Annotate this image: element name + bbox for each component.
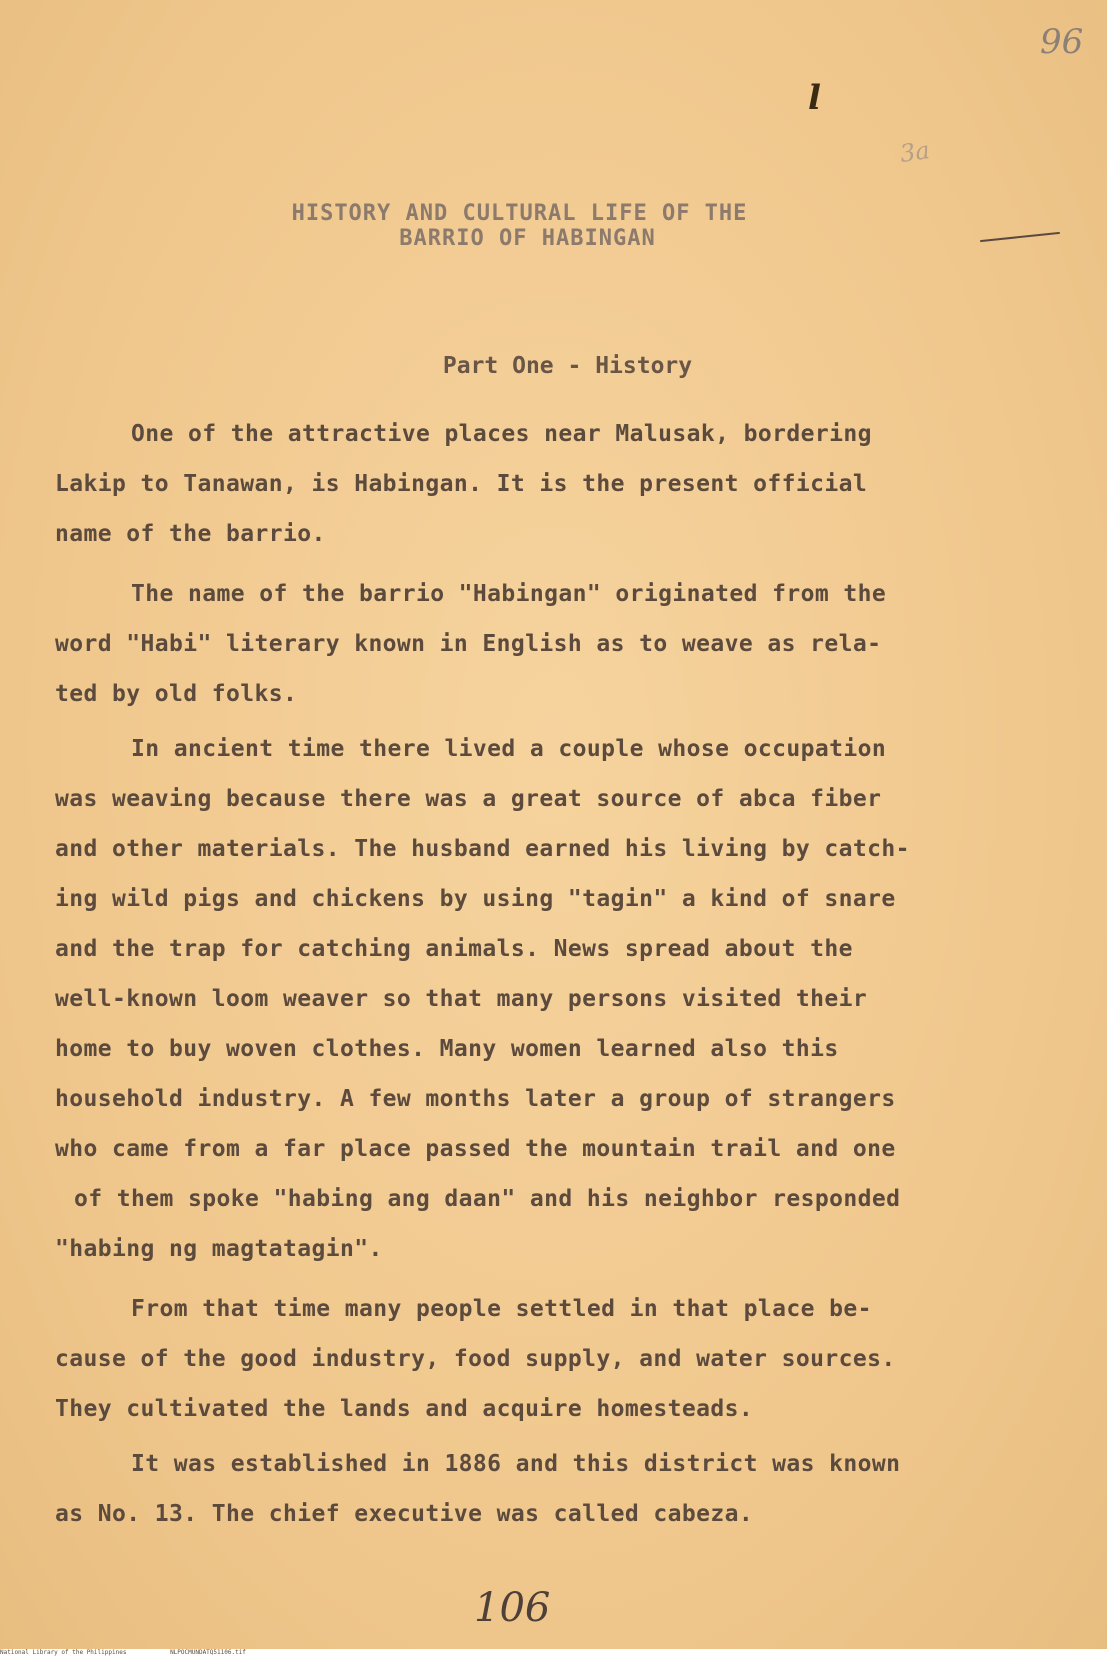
footer-library: National Library of the Philippines <box>0 1649 127 1656</box>
body-line: It was established in 1886 and this district was known <box>131 1451 901 1477</box>
body-line: and the trap for catching animals. News spread about the <box>55 936 853 962</box>
body-line: The name of the barrio "Habingan" originated from the <box>131 581 887 607</box>
footer-file: NLPOCMUNDATQ51106.tif <box>170 1649 246 1656</box>
body-line: and other materials. The husband earned his living by catch- <box>55 836 910 862</box>
body-line: ted by old folks. <box>55 681 298 707</box>
document-title-line-2: BARRIO OF HABINGAN <box>399 226 656 251</box>
body-line: word "Habi" literary known in English as to weave as rela- <box>55 631 882 657</box>
body-line: of them spoke "habing ang daan" and his neighbor responded <box>74 1186 901 1212</box>
body-line: From that time many people settled in that place be- <box>131 1296 872 1322</box>
scan-footer <box>0 1649 1107 1658</box>
body-line: ing wild pigs and chickens by using "tagin" a kind of snare <box>55 886 896 912</box>
body-line: "habing ng magtatagin". <box>55 1236 383 1262</box>
body-line: They cultivated the lands and acquire homesteads. <box>55 1396 754 1422</box>
body-line: Lakip to Tanawan, is Habingan. It is the present official <box>55 471 868 497</box>
section-heading: Part One - History <box>442 353 693 379</box>
body-line: home to buy woven clothes. Many women learned also this <box>55 1036 839 1062</box>
body-line: who came from a far place passed the mountain trail and one <box>55 1136 896 1162</box>
pencil-folio-mark: 3a <box>898 136 932 168</box>
body-line: One of the attractive places near Malusak, bordering <box>131 421 872 447</box>
body-line: In ancient time there lived a couple whose occupation <box>131 736 887 762</box>
body-line: well-known loom weaver so that many persons visited their <box>55 986 868 1012</box>
body-line: cause of the good industry, food supply, and water sources. <box>55 1346 896 1372</box>
body-line: name of the barrio. <box>55 521 326 547</box>
ink-mark: l <box>808 78 821 118</box>
handwritten-page-number-top: 96 <box>1040 22 1084 62</box>
handwritten-page-number-bottom: 106 <box>474 1585 551 1631</box>
body-line: as No. 13. The chief executive was called cabeza. <box>55 1501 754 1527</box>
document-title-line-1: HISTORY AND CULTURAL LIFE OF THE <box>291 201 748 226</box>
body-line: was weaving because there was a great source of abca fiber <box>55 786 882 812</box>
body-line: household industry. A few months later a group of strangers <box>55 1086 896 1112</box>
